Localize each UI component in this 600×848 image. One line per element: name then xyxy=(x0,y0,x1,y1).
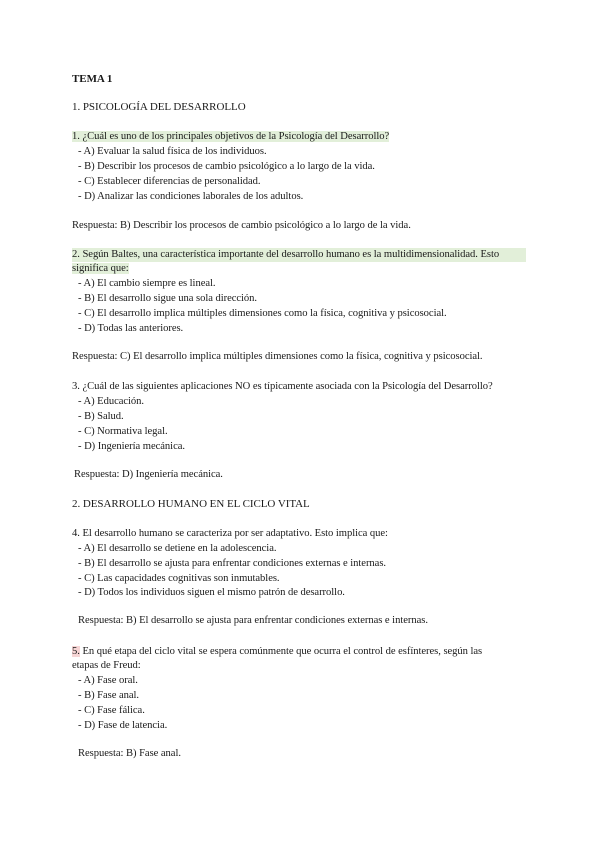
q5-option-a: - A) Fase oral. xyxy=(78,675,138,686)
q2-option-d: - D) Todas las anteriores. xyxy=(78,323,184,334)
question-1-text: 1. ¿Cuál es uno de los principales objetivos de la Psicología del Desarrollo? xyxy=(72,131,390,142)
document-title: TEMA 1 xyxy=(72,73,113,85)
q1-answer: Respuesta: B) Describir los procesos de cambio psicológico a lo largo de la vida. xyxy=(72,220,411,231)
question-2-line-1: 2. Según Baltes, una característica importante del desarrollo humano es la multidimensionalidad. Esto xyxy=(72,248,526,262)
q4-option-b: - B) El desarrollo se ajusta para enfrentar condiciones externas e internas. xyxy=(78,558,386,569)
question-5-number: 5. xyxy=(72,646,80,657)
q1-option-a: - A) Evaluar la salud física de los individuos. xyxy=(78,146,267,157)
q5-option-b: - B) Fase anal. xyxy=(78,690,140,701)
q1-option-b: - B) Describir los procesos de cambio psicológico a lo largo de la vida. xyxy=(78,161,375,172)
q4-option-d: - D) Todos los individuos siguen el mismo patrón de desarrollo. xyxy=(78,587,345,598)
question-2-line-2-text: significa que: xyxy=(72,263,129,274)
q5-option-d: - D) Fase de latencia. xyxy=(78,720,168,731)
question-3: 3. ¿Cuál de las siguientes aplicaciones NO es típicamente asociada con la Psicología del Desarrollo? xyxy=(72,381,493,392)
q3-option-b: - B) Salud. xyxy=(78,411,124,422)
section-heading-1: 1. PSICOLOGÍA DEL DESARROLLO xyxy=(72,101,246,113)
q4-answer: Respuesta: B) El desarrollo se ajusta para enfrentar condiciones externas e internas. xyxy=(78,615,428,626)
question-1 xyxy=(72,130,389,144)
q4-option-a: - A) El desarrollo se detiene en la adolescencia. xyxy=(78,543,277,554)
q3-answer: Respuesta: D) Ingeniería mecánica. xyxy=(74,469,223,480)
q2-option-b: - B) El desarrollo sigue una sola dirección. xyxy=(78,293,258,304)
question-5 xyxy=(72,645,482,659)
question-4: 4. El desarrollo humano se caracteriza por ser adaptativo. Esto implica que: xyxy=(72,528,388,539)
q2-option-c: - C) El desarrollo implica múltiples dimensiones como la física, cognitiva y psicosocial. xyxy=(78,308,447,319)
q3-option-d: - D) Ingeniería mecánica. xyxy=(78,441,185,452)
question-2-line-2 xyxy=(72,262,129,276)
question-5-line-2: etapas de Freud: xyxy=(72,660,141,671)
q2-option-a: - A) El cambio siempre es lineal. xyxy=(78,278,216,289)
question-5-text: En qué etapa del ciclo vital se espera comúnmente que ocurra el control de esfínteres, según las xyxy=(79,646,483,657)
section-heading-2: 2. DESARROLLO HUMANO EN EL CICLO VITAL xyxy=(72,498,310,510)
q3-option-c: - C) Normativa legal. xyxy=(78,426,168,437)
q4-option-c: - C) Las capacidades cognitivas son inmutables. xyxy=(78,573,280,584)
q3-option-a: - A) Educación. xyxy=(78,396,145,407)
q2-answer: Respuesta: C) El desarrollo implica múltiples dimensiones como la física, cognitiva y psicosocial. xyxy=(72,351,483,362)
q1-option-d: - D) Analizar las condiciones laborales de los adultos. xyxy=(78,191,304,202)
q1-option-c: - C) Establecer diferencias de personalidad. xyxy=(78,176,261,187)
q5-answer: Respuesta: B) Fase anal. xyxy=(78,748,181,759)
q5-option-c: - C) Fase fálica. xyxy=(78,705,145,716)
